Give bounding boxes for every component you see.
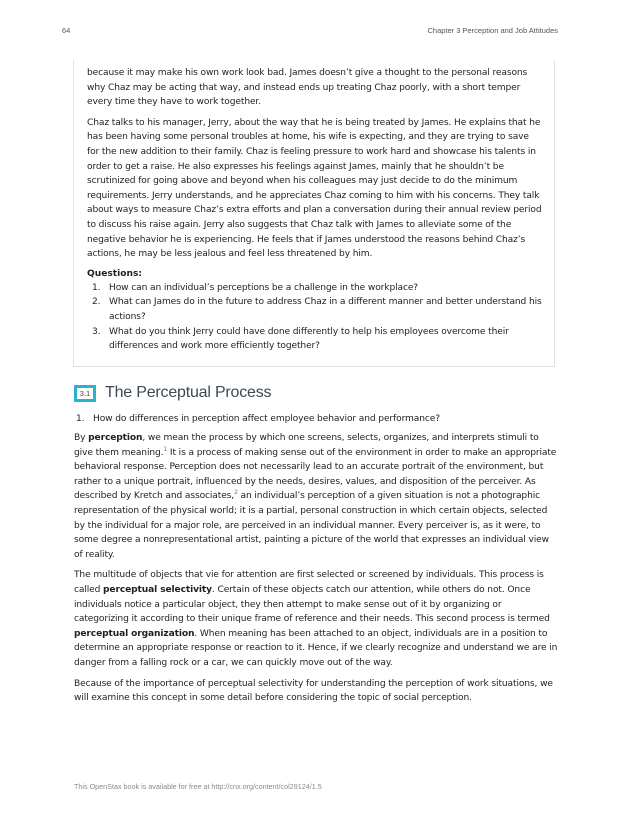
questions-list <box>87 281 542 354</box>
question-number: 2. <box>92 297 101 308</box>
case-study-box <box>73 60 555 367</box>
body-paragraph-selectivity <box>74 568 558 670</box>
section-body <box>74 431 558 706</box>
section-number-badge: 3.1 <box>74 385 96 402</box>
question-text: What do you think Jerry could have done differently to help his employees overcome their differences and work more efficiently together? <box>109 326 509 352</box>
body-paragraph-perception <box>74 431 558 562</box>
objective-number: 1. <box>76 414 85 424</box>
question-item <box>87 295 542 324</box>
section-heading <box>74 384 271 402</box>
objective-item <box>74 412 554 427</box>
footnote-link-2[interactable]: 2 <box>234 489 238 497</box>
page-footer: This OpenStax book is available for free at http://cnx.org/content/col29124/1.5 <box>74 782 322 791</box>
text-run: an individual’s perception of a given situation is not a photographic representation of the physical world; it is a partial, personal construction in which certain objects, selected by the individual for a major role, are perceived in an individual manner. Every perceiver is, as it were, to some degree a nonrepresentational artist, painting a picture of the world that expresses an individual view of reality. <box>74 491 549 560</box>
body-paragraph-conclusion: Because of the importance of perceptual selectivity for understanding the perception of work situations, we will examine this concept in some detail before considering the topic of social perception. <box>74 678 553 704</box>
text-run: . Certain of these objects catch our attention, while others do not. Once individuals notice a particular object, they then attempt to make sense out of it by organizing or categorizing it according to their unique frame of reference and their needs. This second process is termed <box>74 584 550 625</box>
footnote-link-1[interactable]: 1 <box>163 445 168 453</box>
key-term-perceptual-organization: perceptual organization <box>74 628 195 639</box>
learning-objectives-list <box>74 412 554 427</box>
case-paragraph: Chaz talks to his manager, Jerry, about the way that he is being treated by James. He explains that he has been having some personal troubles at home, his wife is expecting, and they are trying to save for the new addition to their family. Chaz is feeling pressure to work hard and showcase his talents in order to get a raise. He also expresses his feelings against James, mainly that he shouldn’t be scrutinized for going above and beyond when his colleagues may just decide to do the minimum requirements. Jerry understands, and he appreciates Chaz coming to him with his concerns. They talk about ways to measure Chaz’s extra efforts and plan a conversation during their annual review period to discuss his raise again. Jerry also suggests that Chaz talk with James to alleviate some of the negative behavior he is experiencing. He feels that if James understood the reasons behind Chaz’s actions, he may be less jealous and feel less threatened by him. <box>87 117 542 260</box>
page-number: 64 <box>62 26 71 35</box>
question-item <box>87 325 542 354</box>
running-header-chapter-title: Chapter 3 Perception and Job Attitudes <box>427 26 558 35</box>
text-run: The multitude of objects that vie for attention are first selected or screened by individuals. This process is called <box>74 570 544 595</box>
section-title: The Perceptual Process <box>105 384 272 401</box>
case-paragraph: because it may make his own work look bad. James doesn’t give a thought to the personal reasons why Chaz may be acting that way, and instead ends up treating Chaz poorly, with a short temper every time they have to work together. <box>87 68 528 108</box>
question-text: How can an individual’s perceptions be a challenge in the workplace? <box>109 282 419 293</box>
text-run: , we mean the process by which one screens, selects, organizes, and interprets stimuli to give them meaning. <box>74 433 539 458</box>
text-run: By <box>74 433 89 443</box>
question-number: 1. <box>92 282 101 293</box>
questions-heading: Questions: <box>87 268 143 279</box>
question-number: 3. <box>92 326 101 337</box>
text-run: . When meaning has been attached to an object, individuals are in a position to determine an appropriate response or reaction to it. Hence, if we clearly recognize and understand we are in danger from a falling rock or a car, we can quickly move out of the way. <box>74 628 558 668</box>
objective-text: How do differences in perception affect employee behavior and performance? <box>93 414 440 424</box>
key-term-perception: perception <box>88 433 143 443</box>
key-term-perceptual-selectivity: perceptual selectivity <box>103 584 212 595</box>
question-text: What can James do in the future to address Chaz in a different manner and better understand his actions? <box>109 297 542 322</box>
text-run: It is a process of making sense out of the environment in order to make an appropriate behavioral response. Perception does not necessarily lead to an accurate portrait of the environment, but rather to a unique portrait, influenced by the needs, desires, values, and disposition of the perceiver. As described by Kretch and associates, <box>74 447 557 502</box>
question-item <box>87 281 542 296</box>
